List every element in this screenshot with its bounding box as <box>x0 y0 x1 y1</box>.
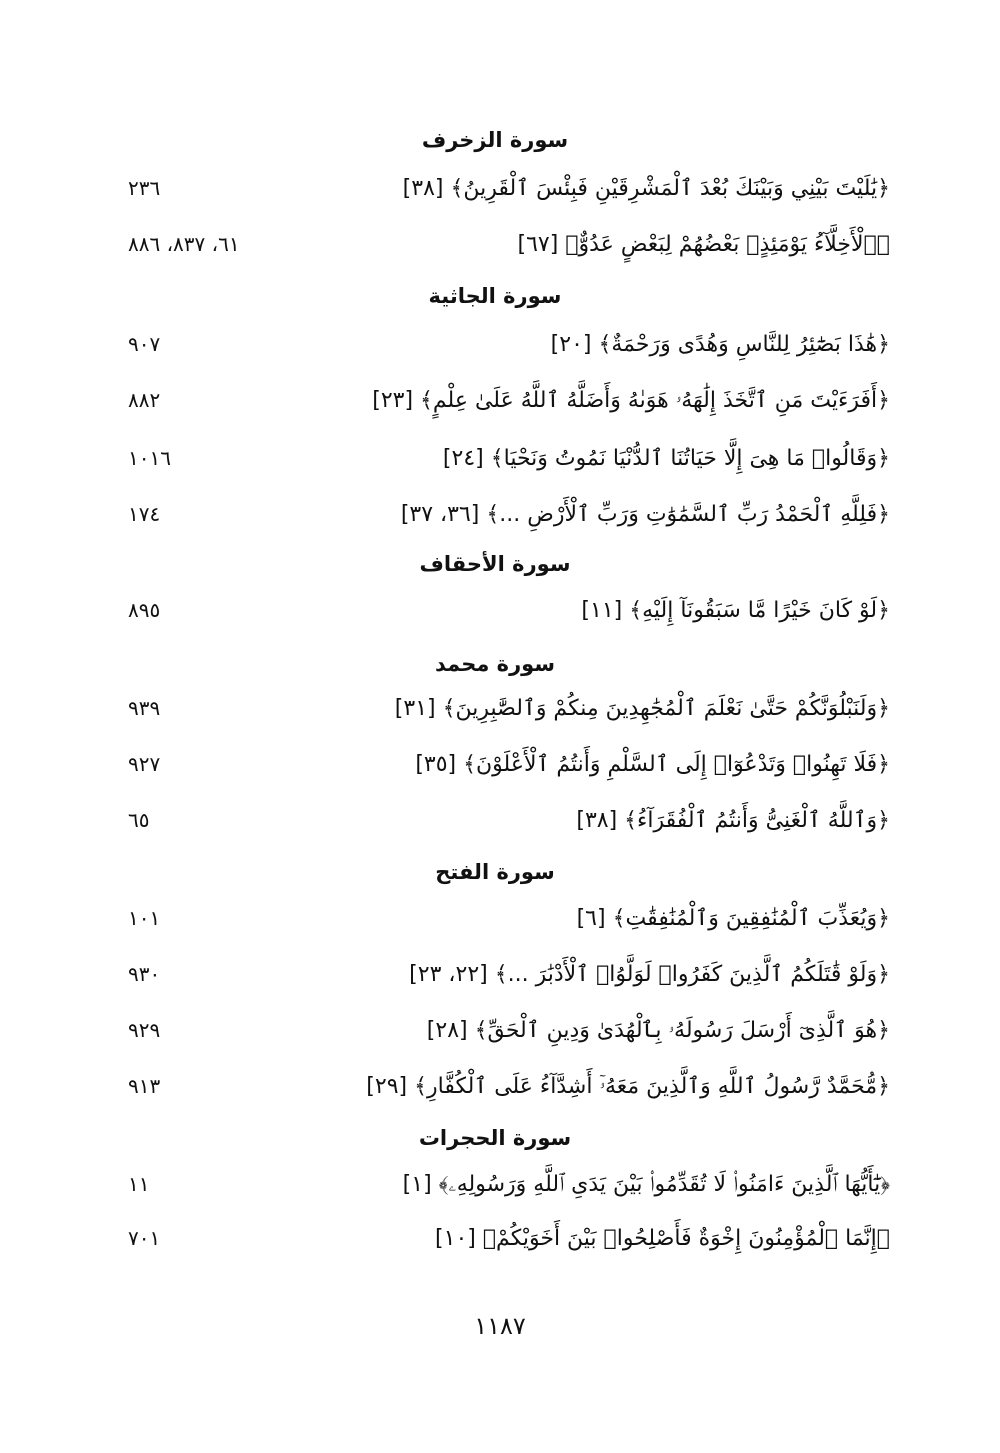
page-refs: ٧٠١ <box>128 1226 161 1250</box>
verse-entry: ﴿وَيُعَذِّبَ ٱلْمُنَٰفِقِينَ وَٱلْمُنَٰفِقَٰتِ﴾ [٦] <box>576 906 890 931</box>
verse-entry: ﴿ٱلْأَخِلَّآءُ يَوْمَئِذٍۭ بَعْضُهُمْ لِبَعْضٍ عَدُوٌّ﴾ [٦٧] <box>517 232 890 257</box>
verse-entry: ﴿وَقَالُوا۟ مَا هِىَ إِلَّا حَيَاتُنَا ٱلدُّنْيَا نَمُوتُ وَنَحْيَا﴾ [٢٤] <box>442 446 890 471</box>
page-number: ١١٨٧ <box>474 1312 526 1340</box>
page-refs: ٩٣٩ <box>128 696 161 720</box>
page-refs: ٩١٣ <box>128 1074 161 1098</box>
page-refs: ١١ <box>128 1172 150 1196</box>
page-refs: ١٠١ <box>128 906 161 930</box>
verse-entry: ﴿لَوْ كَانَ خَيْرًا مَّا سَبَقُونَآ إِلَيْهِ﴾ [١١] <box>581 598 890 623</box>
page-refs: ١٠١٦ <box>128 446 171 470</box>
verse-entry: ﴿يَٰلَيْتَ بَيْنِي وَبَيْنَكَ بُعْدَ ٱلْمَشْرِقَيْنِ فَبِئْسَ ٱلْقَرِينُ﴾ [٣٨] <box>402 176 890 201</box>
page-refs: ٢٣٦ <box>128 176 161 200</box>
surah-heading-jathiya: سورة الجاثية <box>428 284 562 308</box>
surah-heading-ahqaf: سورة الأحقاف <box>419 552 571 576</box>
verse-entry: ﴿فَلَا تَهِنُوا۟ وَتَدْعُوٓا۟ إِلَى ٱلسَّلْمِ وَأَنتُمُ ٱلْأَعْلَوْنَ﴾ [٣٥] <box>415 752 890 777</box>
verse-entry: ﴿يَٰٓأَيُّهَا ٱلَّذِينَ ءَامَنُوا۟ لَا تُقَدِّمُوا۟ بَيْنَ يَدَىِ ٱللَّهِ وَرَسُولِهِۦ﴾ [١] <box>402 1172 890 1197</box>
page-refs: ٨٩٥ <box>128 598 161 622</box>
verse-entry: ﴿إِنَّمَا ٱلْمُؤْمِنُونَ إِخْوَةٌ فَأَصْلِحُوا۟ بَيْنَ أَخَوَيْكُمْ﴾ [١٠] <box>435 1226 890 1251</box>
verse-entry: ﴿وَلَنَبْلُوَنَّكُمْ حَتَّىٰ نَعْلَمَ ٱلْمُجَٰهِدِينَ مِنكُمْ وَٱلصَّٰبِرِينَ﴾ [٣١] <box>394 696 890 721</box>
surah-heading-muhammad: سورة محمد <box>435 652 555 676</box>
page-refs: ٦١، ٨٣٧، ٨٨٦ <box>128 232 240 256</box>
page-refs: ٦٥ <box>128 808 150 832</box>
verse-entry: ﴿هُوَ ٱلَّذِىٓ أَرْسَلَ رَسُولَهُۥ بِٱلْهُدَىٰ وَدِينِ ٱلْحَقِّ﴾ [٢٨] <box>426 1018 890 1043</box>
verse-entry: ﴿هَٰذَا بَصَٰٓئِرُ لِلنَّاسِ وَهُدًى وَرَحْمَةٌ﴾ [٢٠] <box>550 332 890 357</box>
verse-entry: ﴿فَلِلَّهِ ٱلْحَمْدُ رَبِّ ٱلسَّمَٰوَٰتِ وَرَبِّ ٱلْأَرْضِ ...﴾ [٣٦، ٣٧] <box>400 502 890 527</box>
page-refs: ٩٢٩ <box>128 1018 161 1042</box>
page-refs: ٩٣٠ <box>128 962 161 986</box>
surah-heading-zukhruf: سورة الزخرف <box>421 128 569 152</box>
verse-entry: ﴿مُّحَمَّدٌ رَّسُولُ ٱللَّهِ وَٱلَّذِينَ مَعَهُۥٓ أَشِدَّآءُ عَلَى ٱلْكُفَّارِ﴾ [٢٩] <box>366 1074 890 1099</box>
surah-heading-hujurat: سورة الحجرات <box>418 1126 572 1150</box>
page-refs: ١٧٤ <box>128 502 161 526</box>
page-refs: ٩٠٧ <box>128 332 161 356</box>
verse-entry: ﴿وَلَوْ قَٰتَلَكُمُ ٱلَّذِينَ كَفَرُوا۟ لَوَلَّوُا۟ ٱلْأَدْبَٰرَ ...﴾ [٢٢، ٢٣] <box>409 962 890 987</box>
verse-entry: ﴿وَٱللَّهُ ٱلْغَنِىُّ وَأَنتُمُ ٱلْفُقَرَآءُ﴾ [٣٨] <box>576 808 890 833</box>
verse-entry: ﴿أَفَرَءَيْتَ مَنِ ٱتَّخَذَ إِلَٰهَهُۥ هَوَىٰهُ وَأَضَلَّهُ ٱللَّهُ عَلَىٰ عِلْمٍ﴾ [٢٣] <box>372 388 890 413</box>
page-refs: ٨٨٢ <box>128 388 161 412</box>
surah-heading-fath: سورة الفتح <box>435 860 555 884</box>
page-refs: ٩٢٧ <box>128 752 161 776</box>
